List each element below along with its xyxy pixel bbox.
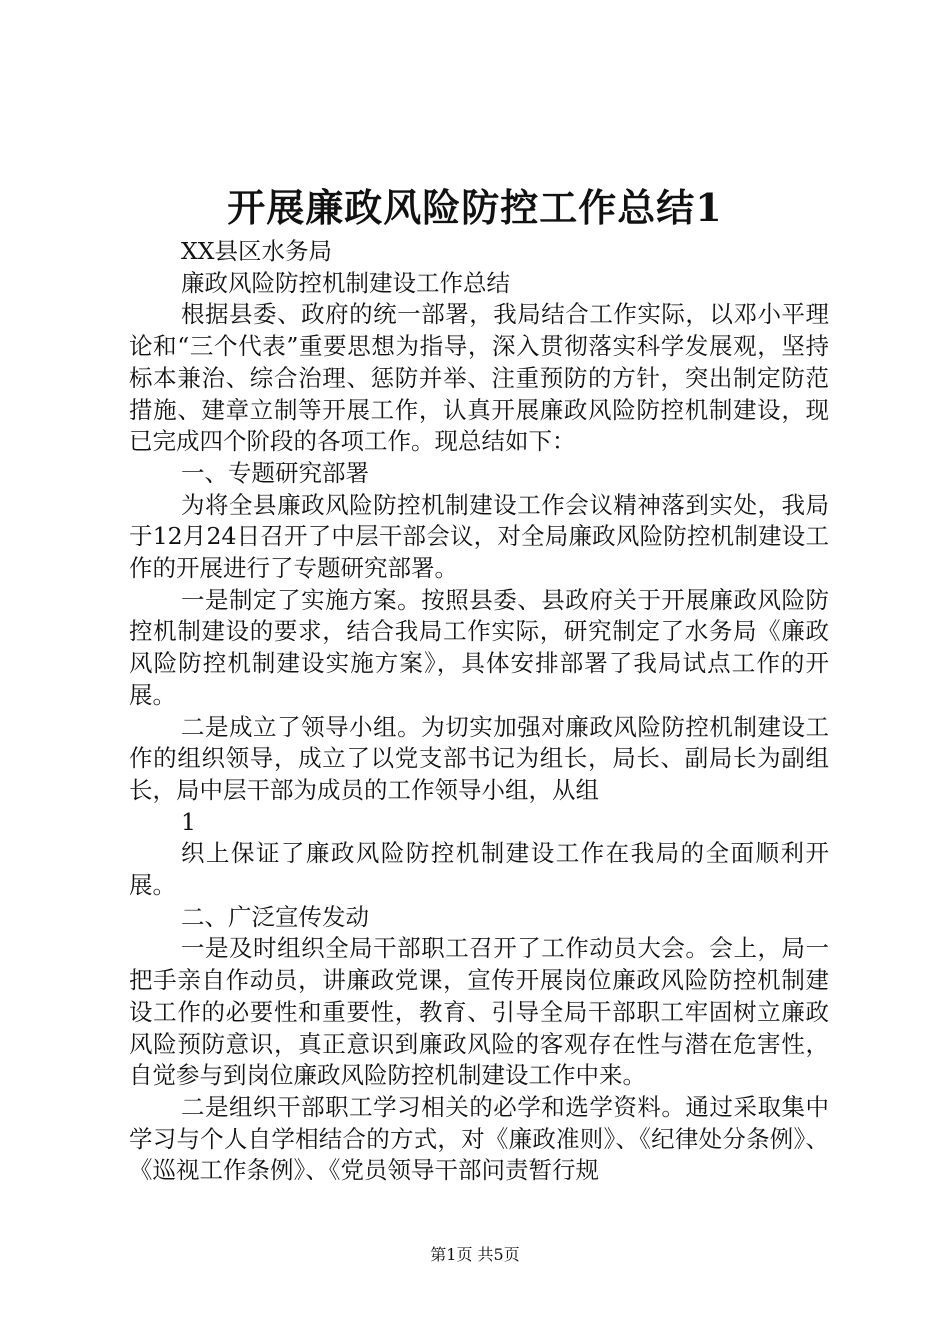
paragraph: 根据县委、政府的统一部署，我局结合工作实际，以邓小平理论和“三个代表”重要思想为指导，深入贯彻落实科学发展观，坚持标本兼治、综合治理、惩防并举、注重预防的方针，突出制定防范措施、建章立制等开展工作，认真开展廉政风险防控机制建设，现已完成四个阶段的各项工作。现总结如下：	[129, 300, 829, 456]
page-footer: 第1页 共5页	[430, 1245, 520, 1264]
paragraph: 织上保证了廉政风险防控机制建设工作在我局的全面顺利开展。	[129, 839, 829, 900]
section-heading: 二、广泛宣传发动	[181, 902, 369, 931]
page-number-marker: 1	[181, 807, 196, 836]
paragraph: 一是制定了实施方案。按照县委、县政府关于开展廉政风险防控机制建设的要求，结合我局工作实际，研究制定了水务局《廉政风险防控机制建设实施方案》，具体安排部署了我局试点工作的开展。	[129, 585, 829, 709]
paragraph: 二是成立了领导小组。为切实加强对廉政风险防控机制建设工作的组织领导，成立了以党支部书记为组长，局长、副局长为副组长，局中层干部为成员的工作领导小组，从组	[129, 712, 829, 804]
org-name: XX县区水务局	[181, 237, 332, 265]
paragraph: 一是及时组织全局干部职工召开了工作动员大会。会上，局一把手亲自作动员，讲廉政党课，宣传开展岗位廉政风险防控机制建设工作的必要性和重要性，教育、引导全局干部职工牢固树立廉政风险预防意识，真正意识到廉政风险的客观存在性与潜在危害性，自觉参与到岗位廉政风险防控机制建设工作中来。	[129, 934, 829, 1090]
document-subtitle: 廉政风险防控机制建设工作总结	[181, 268, 510, 297]
document-title: 开展廉政风险防控工作总结1	[227, 185, 723, 230]
paragraph: 二是组织干部职工学习相关的必学和选学资料。通过采取集中学习与个人自学相结合的方式，对《廉政准则》、《纪律处分条例》、《巡视工作条例》、《党员领导干部问责暂行规	[129, 1092, 829, 1185]
document-body	[129, 236, 829, 1187]
paragraph: 为将全县廉政风险防控机制建设工作会议精神落到实处，我局于12月24日召开了中层干部会议，对全局廉政风险防控机制建设工作的开展进行了专题研究部署。	[129, 490, 829, 583]
section-heading: 一、专题研究部署	[181, 458, 369, 487]
